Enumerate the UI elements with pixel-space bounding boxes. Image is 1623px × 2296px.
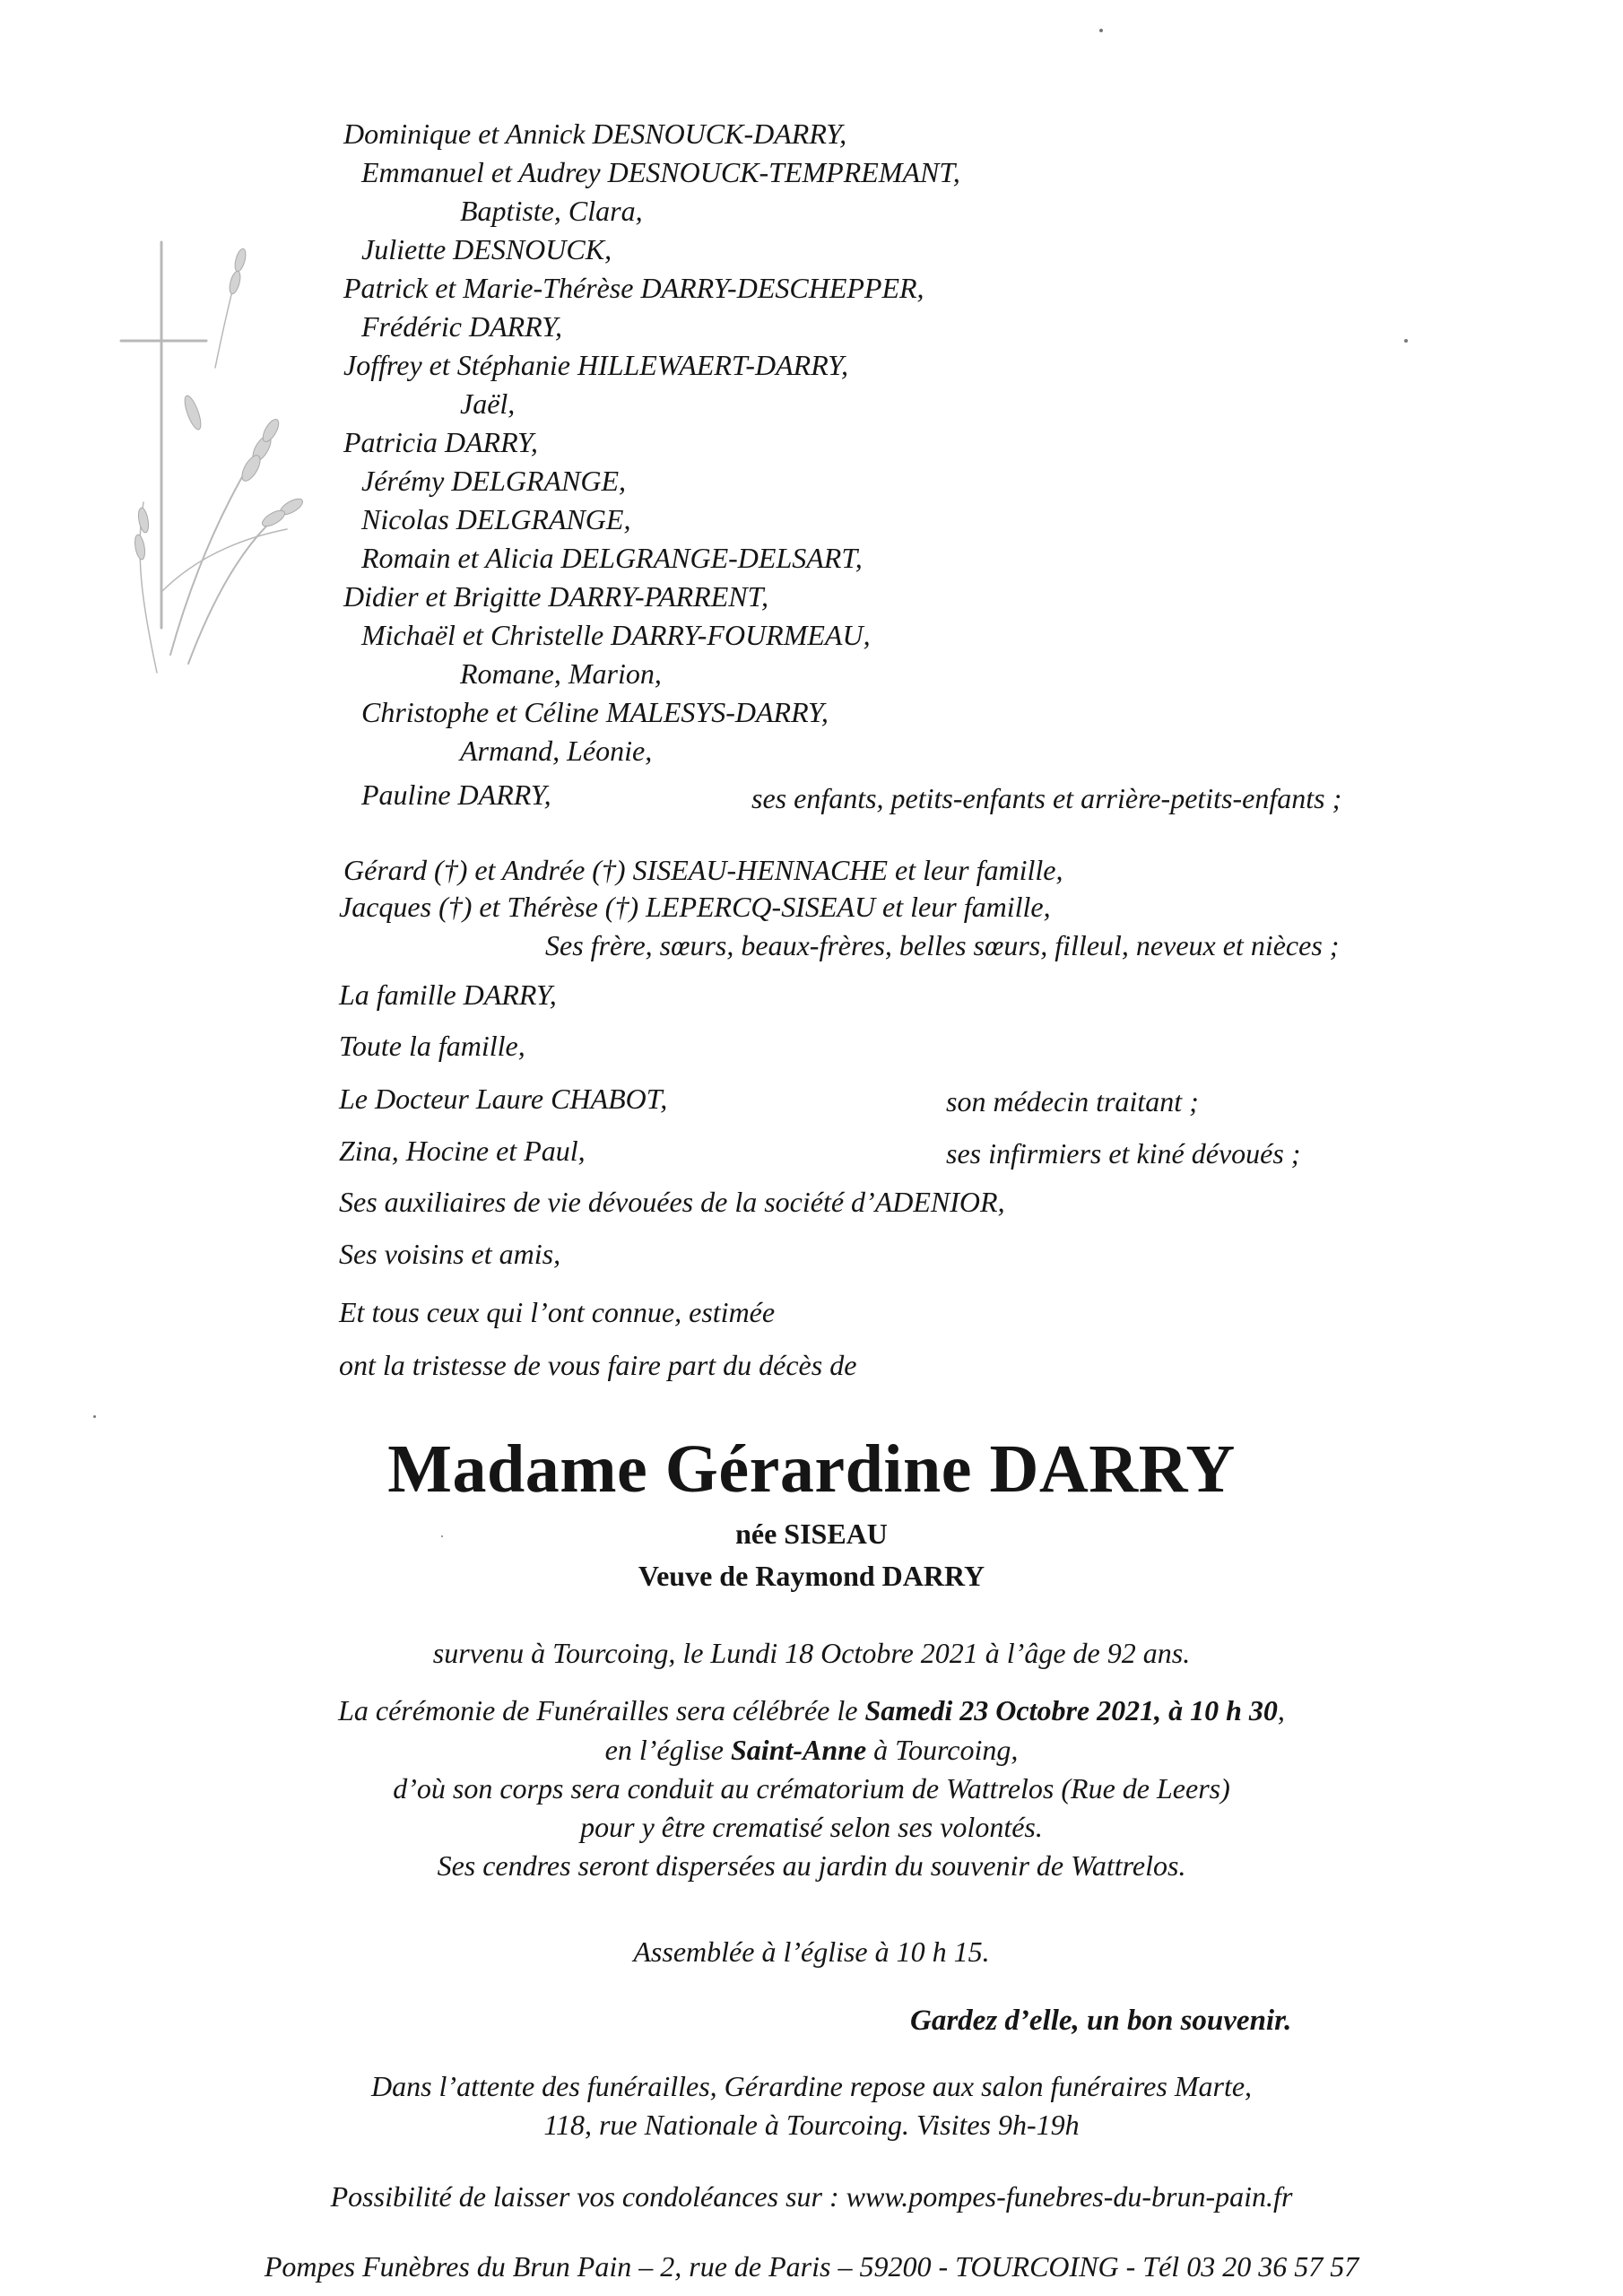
sibling-line: Gérard (†) et Andrée (†) SISEAU-HENNACHE et leur famille, — [343, 854, 1063, 886]
church-text: à Tourcoing, — [866, 1734, 1019, 1766]
family-role: ses enfants, petits-enfants et arrière-petits-enfants ; — [751, 782, 1342, 814]
family-line: Frédéric DARRY, — [361, 310, 562, 343]
family-line: Patricia DARRY, — [343, 426, 538, 458]
visites-line: 118, rue Nationale à Tourcoing. Visites 9h-19h — [543, 2109, 1080, 2141]
church-line — [0, 1731, 1623, 1769]
souvenir-line: Gardez d’elle, un bon souvenir. — [910, 2005, 1292, 2037]
scan-speck — [1099, 29, 1103, 32]
family-line: Michaël et Christelle DARRY-FOURMEAU, — [361, 619, 871, 651]
assemblee-line: Assemblée à l’église à 10 h 15. — [633, 1935, 990, 1968]
cross-wheat-icon — [108, 233, 332, 700]
family-line: Emmanuel et Audrey DESNOUCK-TEMPREMANT, — [361, 156, 960, 188]
docteur-role: son médecin traitant ; — [946, 1085, 1199, 1118]
ceremony-text: La cérémonie de Funérailles sera célébrée le — [338, 1694, 865, 1726]
voisins: Ses voisins et amis, — [339, 1238, 561, 1270]
family-line: Christophe et Céline MALESYS-DARRY, — [361, 696, 829, 728]
deceased-veuve: Veuve de Raymond DARRY — [638, 1560, 985, 1592]
family-line: Dominique et Annick DESNOUCK-DARRY, — [343, 117, 847, 150]
auxiliaires: Ses auxiliaires de vie dévouées de la société d’ADENIOR, — [339, 1186, 1005, 1218]
footer-line: Pompes Funèbres du Brun Pain – 2, rue de Paris – 59200 - TOURCOING - Tél 03 20 36 57 57 — [264, 2250, 1359, 2283]
deceased-nee: née SISEAU — [735, 1518, 888, 1550]
sibling-line: Jacques (†) et Thérèse (†) LEPERCQ-SISEAU et leur famille, — [339, 891, 1051, 923]
ceremony-date: Samedi 23 Octobre 2021, à 10 h 30 — [864, 1694, 1278, 1726]
infirmiers: Zina, Hocine et Paul, — [339, 1135, 586, 1167]
ceremony-text: , — [1277, 1694, 1285, 1726]
infirmiers-role: ses infirmiers et kiné dévoués ; — [946, 1137, 1301, 1170]
family-line: Armand, Léonie, — [460, 735, 653, 767]
family-line: Nicolas DELGRANGE, — [361, 503, 631, 535]
crematorium-line: d’où son corps sera conduit au crématorium de Wattrelos (Rue de Leers) — [393, 1772, 1230, 1805]
condoleances-line: Possibilité de laisser vos condoléances sur : www.pompes-funebres-du-brun-pain.fr — [330, 2180, 1293, 2213]
family-line: Baptiste, Clara, — [460, 195, 643, 227]
famille-darry: La famille DARRY, — [339, 978, 557, 1011]
church-text: en l’église — [604, 1734, 731, 1766]
siblings-role: Ses frère, sœurs, beaux-frères, belles sœurs, filleul, neveux et nièces ; — [545, 929, 1340, 961]
scan-speck — [93, 1415, 96, 1418]
tous-ceux: Et tous ceux qui l’ont connue, estimée — [339, 1296, 776, 1328]
family-line: Romain et Alicia DELGRANGE-DELSART, — [361, 542, 863, 574]
family-line: Joffrey et Stéphanie HILLEWAERT-DARRY, — [343, 349, 849, 381]
ceremony-line — [0, 1692, 1623, 1729]
family-line: Jaël, — [460, 387, 516, 420]
deceased-name: Madame Gérardine DARRY — [387, 1431, 1236, 1507]
docteur: Le Docteur Laure CHABOT, — [339, 1083, 668, 1115]
toute-famille: Toute la famille, — [339, 1030, 525, 1062]
family-line: Pauline DARRY, — [361, 778, 551, 811]
family-line: Didier et Brigitte DARRY-PARRENT, — [343, 580, 769, 613]
family-line: Juliette DESNOUCK, — [361, 233, 612, 265]
repose-line: Dans l’attente des funérailles, Gérardine repose aux salon funéraires Marte, — [370, 2070, 1253, 2102]
tristesse: ont la tristesse de vous faire part du décès de — [339, 1349, 857, 1381]
scan-speck — [1404, 339, 1408, 343]
survenu-line: survenu à Tourcoing, le Lundi 18 Octobre 2021 à l’âge de 92 ans. — [432, 1637, 1191, 1669]
family-line: Jérémy DELGRANGE, — [361, 465, 627, 497]
family-line: Patrick et Marie-Thérèse DARRY-DESCHEPPER, — [343, 272, 924, 304]
scan-speck — [441, 1535, 443, 1537]
church-name: Saint-Anne — [731, 1734, 867, 1766]
cremation-line: pour y être crematisé selon ses volontés. — [580, 1811, 1043, 1843]
family-line: Romane, Marion, — [460, 657, 662, 690]
ashes-line: Ses cendres seront dispersées au jardin du souvenir de Wattrelos. — [437, 1849, 1186, 1882]
